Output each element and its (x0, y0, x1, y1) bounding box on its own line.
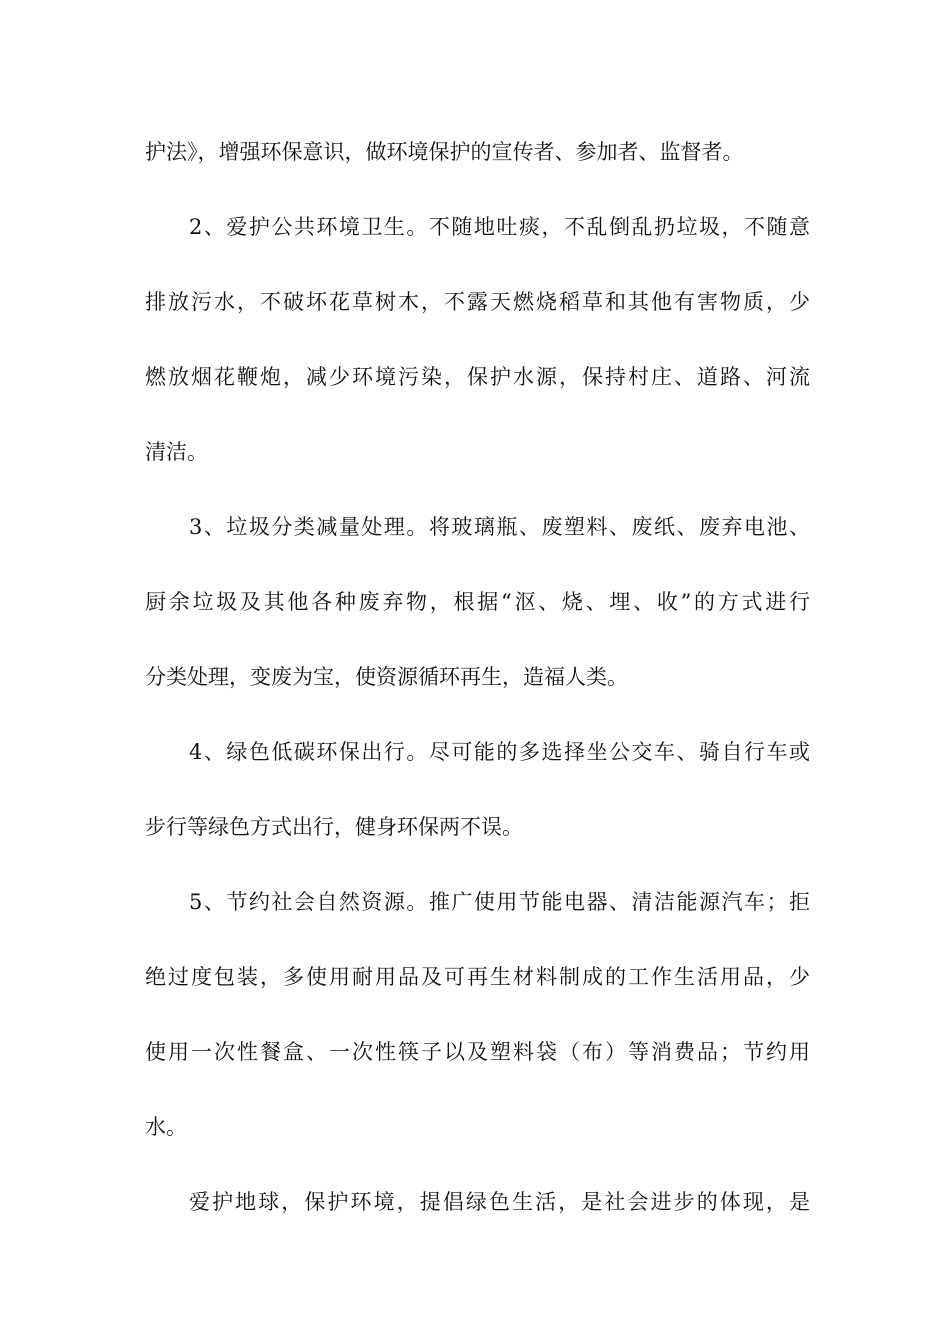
paragraph-line: 清洁。 (145, 440, 208, 464)
paragraph-line: 分类处理，变废为宝，使资源循环再生，造福人类。 (145, 665, 628, 689)
paragraph-line: 2、爱护公共环境卫生。不随地吐痰，不乱倒乱扔垃圾，不随意 (189, 215, 810, 239)
paragraph-line: 爱护地球，保护环境，提倡绿色生活，是社会进步的体现，是 (189, 1190, 810, 1214)
document-body (145, 130, 810, 1225)
paragraph-line: 4、绿色低碳环保出行。尽可能的多选择坐公交车、骑自行车或 (189, 740, 810, 764)
paragraph-line: 绝过度包装，多使用耐用品及可再生材料制成的工作生活用品，少 (145, 965, 810, 989)
paragraph-line: 厨余垃圾及其他各种废弃物，根据“沤、烧、埋、收”的方式进行 (145, 590, 810, 614)
paragraph-line: 水。 (145, 1115, 187, 1139)
paragraph-line: 护法》，增强环保意识，做环境保护的宣传者、参加者、监督者。 (145, 140, 744, 164)
paragraph-line: 步行等绿色方式出行，健身环保两不误。 (145, 815, 523, 839)
paragraph-line: 燃放烟花鞭炮，减少环境污染，保护水源，保持村庄、道路、河流 (145, 365, 810, 389)
paragraph-line: 排放污水，不破坏花草树木，不露天燃烧稻草和其他有害物质，少 (145, 290, 810, 314)
paragraph-line: 3、垃圾分类减量处理。将玻璃瓶、废塑料、废纸、废弃电池、 (189, 515, 810, 539)
paragraph-line: 5、节约社会自然资源。推广使用节能电器、清洁能源汽车；拒 (189, 890, 810, 914)
paragraph-line: 使用一次性餐盒、一次性筷子以及塑料袋（布）等消费品；节约用 (145, 1040, 810, 1064)
